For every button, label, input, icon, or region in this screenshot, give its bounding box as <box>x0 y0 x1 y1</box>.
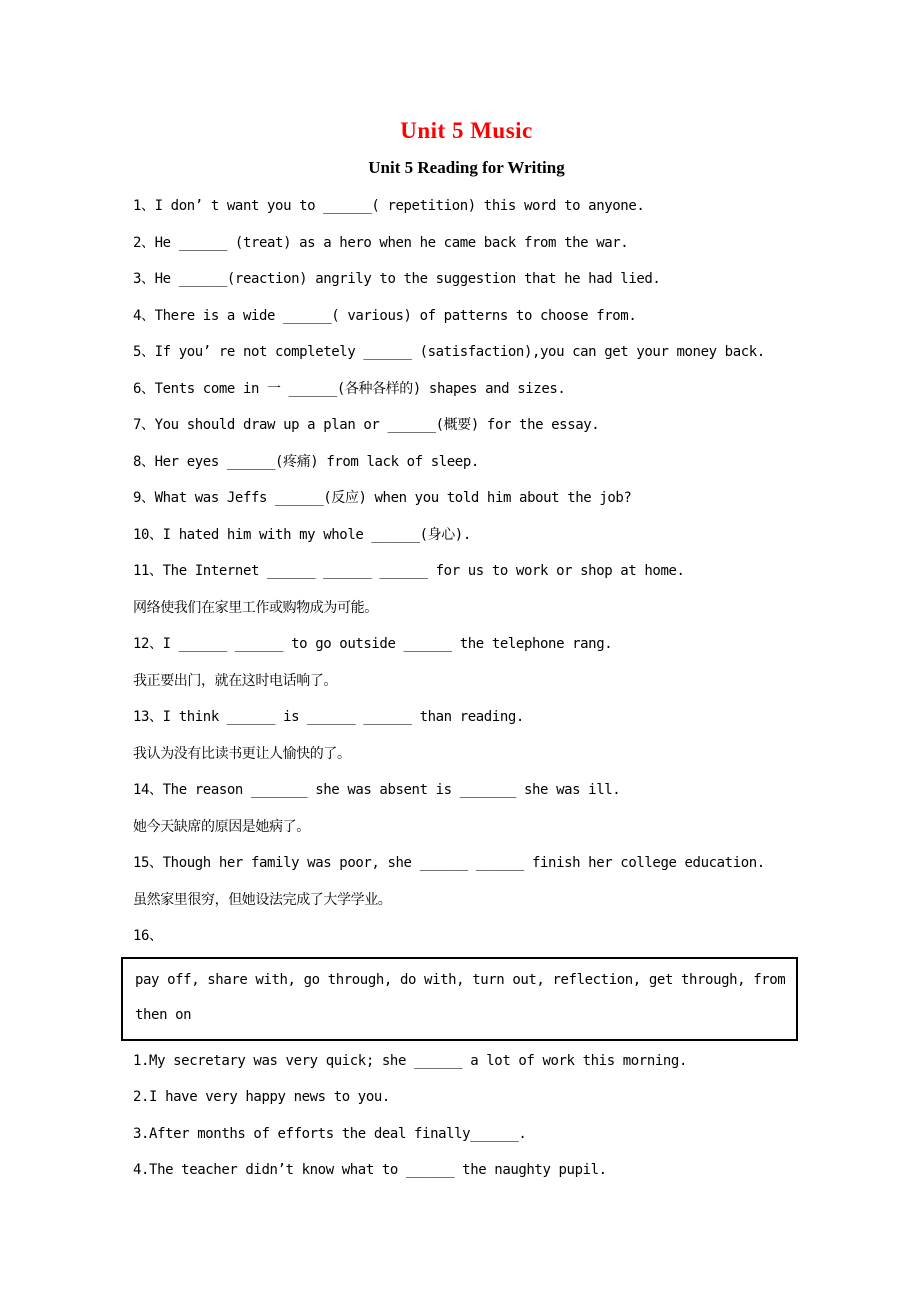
word-bank-box <box>121 957 798 1041</box>
translation-line-12: 我正要出门，就在这时电话响了。 <box>133 672 337 689</box>
exercise2-line-2: 2.I have very happy news to you. <box>133 1089 390 1105</box>
exercise-line-11: 11、The Internet ______ ______ ______ for us to work or shop at home. <box>133 563 685 579</box>
exercise2-line-1: 1.My secretary was very quick; she ______ a lot of work this morning. <box>133 1052 687 1069</box>
exercise-line-10: 10、I hated him with my whole ______(身心). <box>133 526 471 543</box>
exercise-line-8: 8、Her eyes ______(疼痛) from lack of sleep. <box>133 453 479 470</box>
exercise-line-13: 13、I think ______ is ______ ______ than reading. <box>133 709 524 725</box>
translation-line-14: 她今天缺席的原因是她病了。 <box>133 818 310 835</box>
exercise-line-5: 5、If you’ re not completely ______ (satisfaction),you can get your money back. <box>133 344 765 360</box>
exercise-line-12: 12、I ______ ______ to go outside ______ the telephone rang. <box>133 636 613 652</box>
exercise-line-7: 7、You should draw up a plan or ______(概要) for the essay. <box>133 417 600 433</box>
exercise-line-15: 15、Though her family was poor, she ______ ______ finish her college education. <box>133 855 765 871</box>
exercise-line-6: 6、Tents come in 一 ______(各种各样的) shapes and sizes. <box>133 380 566 397</box>
exercise2-line-3: 3.After months of efforts the deal finally______. <box>133 1125 527 1142</box>
translation-line-15: 虽然家里很穷，但她设法完成了大学学业。 <box>133 891 392 908</box>
exercise-line-2: 2、He ______ (treat) as a hero when he came back from the war. <box>133 234 629 251</box>
translation-line-13: 我认为没有比读书更让人愉快的了。 <box>133 745 351 762</box>
exercise-line-16: 16、 <box>133 928 163 944</box>
document-body <box>133 188 800 1189</box>
word-bank-line-2: then on <box>135 1006 192 1023</box>
word-bank-line-1: pay off, share with, go through, do with, turn out, reflection, get through, from <box>135 971 786 988</box>
document-subtitle: Unit 5 Reading for Writing <box>368 158 565 177</box>
exercise-line-14: 14、The reason _______ she was absent is _______ she was ill. <box>133 782 621 798</box>
translation-line-11: 网络使我们在家里工作或购物成为可能。 <box>133 599 378 616</box>
exercise-line-1: 1、I don’ t want you to ______( repetition) this word to anyone. <box>133 198 645 214</box>
exercise-line-3: 3、He ______(reaction) angrily to the suggestion that he had lied. <box>133 271 661 287</box>
exercise-line-9: 9、What was Jeffs ______(反应) when you told him about the job? <box>133 490 632 506</box>
exercise2-line-4: 4.The teacher didn’t know what to ______ the naughty pupil. <box>133 1162 607 1178</box>
document-title: Unit 5 Music <box>400 118 533 143</box>
exercise-line-4: 4、There is a wide ______( various) of patterns to choose from. <box>133 307 637 324</box>
